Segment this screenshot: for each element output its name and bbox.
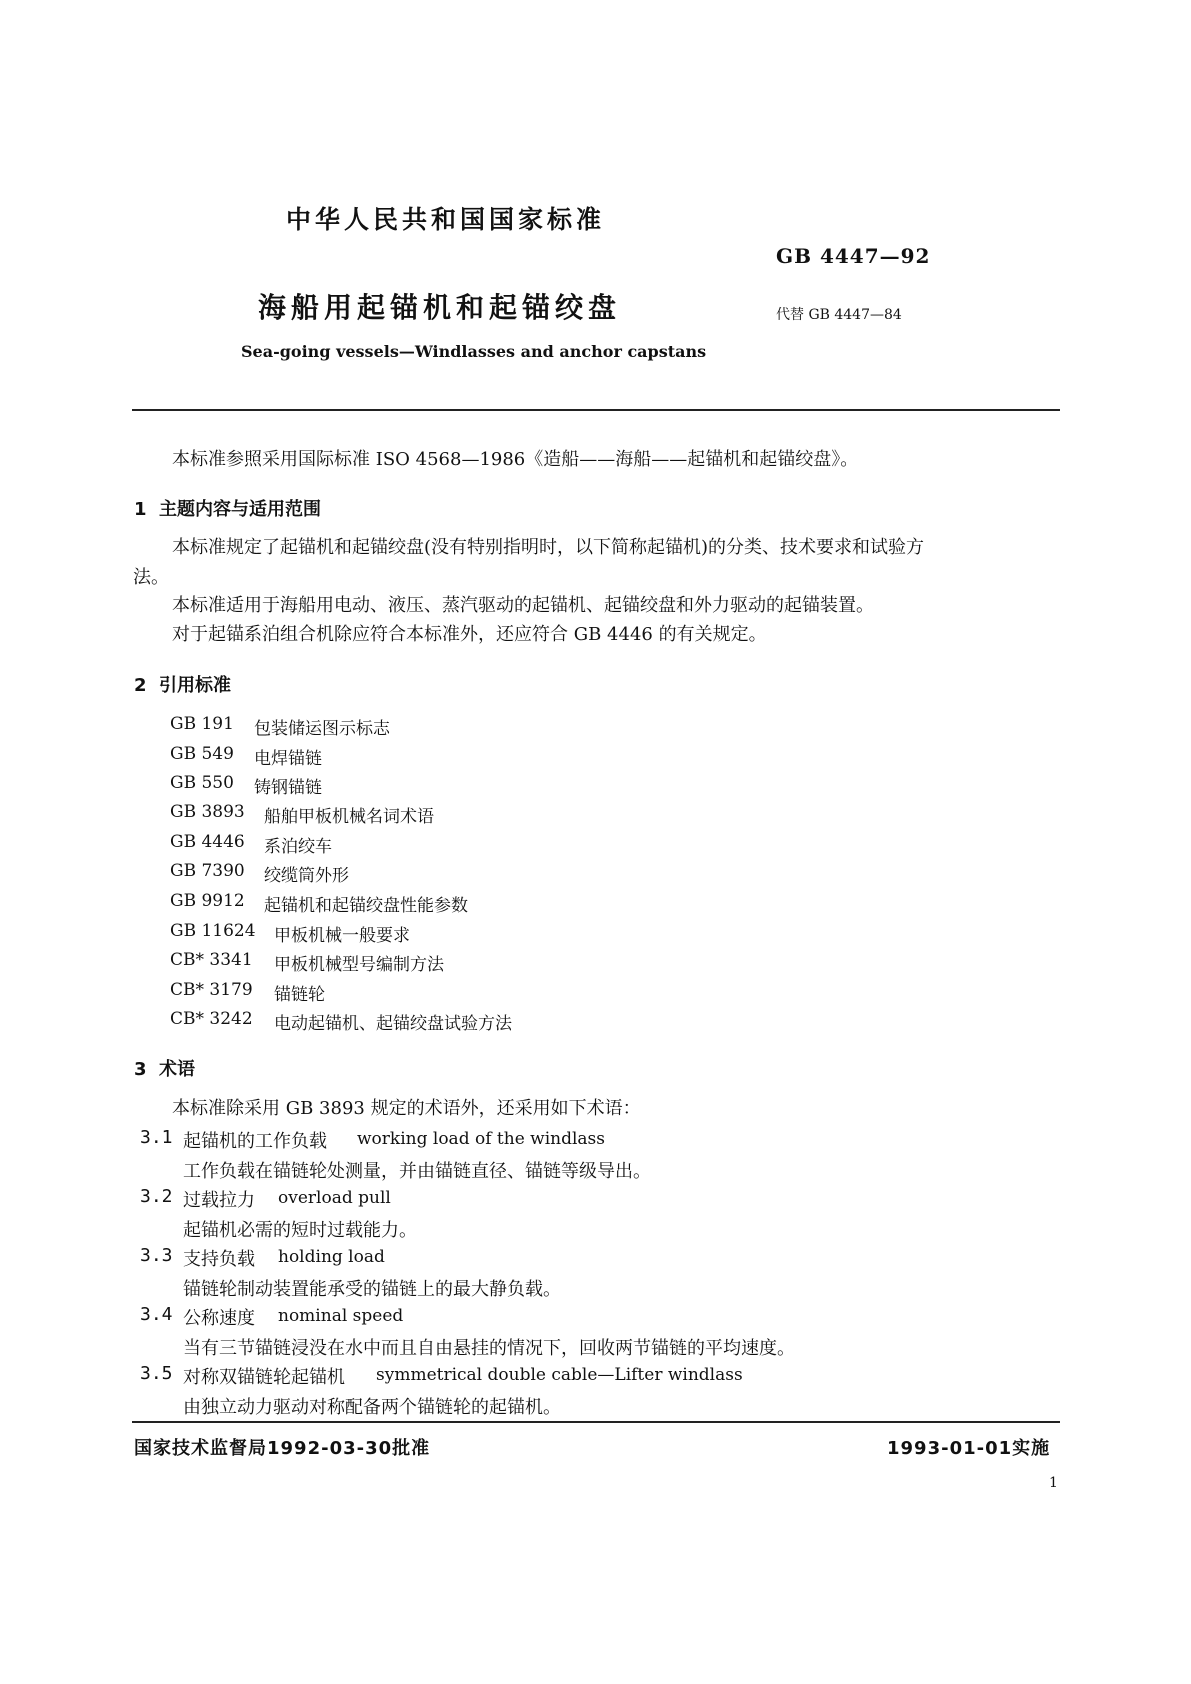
reference-title: 绞缆筒外形 (264, 866, 349, 886)
national-standard-title: 中华人民共和国国家标准 (286, 205, 606, 234)
term-number: 3.5 (140, 1363, 173, 1384)
effective-date: 1993-01-01实施 (887, 1438, 1051, 1459)
reference-code: GB 3893 (170, 802, 245, 822)
reference-code: GB 4446 (170, 832, 245, 852)
intro-paragraph: 本标准参照采用国际标准 ISO 4568—1986《造船——海船——起锚机和起锚绞盘》。 (172, 449, 859, 470)
term-definition: 锚链轮制动装置能承受的锚链上的最大静负载。 (183, 1279, 561, 1300)
term-chinese: 起锚机的工作负载 (183, 1131, 327, 1152)
reference-code: GB 549 (170, 744, 234, 764)
reference-code: GB 550 (170, 773, 234, 793)
reference-title: 电动起锚机、起锚绞盘试验方法 (274, 1014, 512, 1034)
section-2-heading: 2 引用标准 (134, 675, 232, 696)
reference-code: GB 9912 (170, 891, 245, 911)
reference-title: 铸钢锚链 (254, 778, 322, 798)
reference-title: 锚链轮 (274, 985, 325, 1005)
reference-item (170, 980, 325, 1005)
section-1-paragraph-3: 对于起锚系泊组合机除应符合本标准外，还应符合 GB 4446 的有关规定。 (172, 624, 767, 645)
section-1-paragraph-1-line-1: 本标准规定了起锚机和起锚绞盘(没有特别指明时，以下简称起锚机)的分类、技术要求和试验方 (172, 537, 925, 558)
reference-item (170, 802, 434, 827)
header-rule (132, 409, 1060, 411)
reference-code: GB 11624 (170, 921, 256, 941)
term-english: working load of the windlass (357, 1129, 605, 1149)
reference-title: 系泊绞车 (264, 837, 332, 857)
reference-item (170, 714, 390, 739)
term-definition: 由独立动力驱动对称配备两个锚链轮的起锚机。 (183, 1397, 561, 1418)
reference-code: CB* 3341 (170, 950, 253, 970)
reference-item (170, 921, 410, 946)
term-english: overload pull (278, 1188, 391, 1208)
section-1-heading: 1 主题内容与适用范围 (134, 499, 322, 520)
term-definition: 当有三节锚链浸没在水中而且自由悬挂的情况下，回收两节锚链的平均速度。 (183, 1338, 795, 1359)
term-chinese: 过载拉力 (183, 1190, 255, 1211)
section-1-paragraph-1-line-2: 法。 (133, 567, 169, 588)
section-3-heading: 3 术语 (134, 1059, 196, 1080)
term-english: symmetrical double cable—Lifter windlass (376, 1365, 743, 1385)
term-number: 3.4 (140, 1304, 173, 1325)
reference-title: 船舶甲板机械名词术语 (264, 807, 434, 827)
reference-code: GB 191 (170, 714, 234, 734)
standard-number: GB 4447—92 (776, 244, 931, 268)
term-number: 3.3 (140, 1245, 173, 1266)
reference-title: 起锚机和起锚绞盘性能参数 (264, 896, 468, 916)
term-definition: 工作负载在锚链轮处测量，并由锚链直径、锚链等级导出。 (183, 1161, 651, 1182)
footer-rule (132, 1421, 1060, 1423)
reference-title: 包装储运图示标志 (254, 719, 390, 739)
reference-code: GB 7390 (170, 861, 245, 881)
term-english: holding load (278, 1247, 385, 1267)
reference-item (170, 744, 322, 769)
approval-date: 国家技术监督局1992-03-30批准 (134, 1438, 431, 1459)
term-number: 3.2 (140, 1186, 173, 1207)
reference-code: CB* 3179 (170, 980, 253, 1000)
reference-item (170, 891, 468, 916)
reference-item (170, 1009, 512, 1034)
reference-item (170, 950, 444, 975)
term-number: 3.1 (140, 1127, 173, 1148)
page-number: 1 (1049, 1475, 1058, 1491)
reference-item (170, 832, 332, 857)
term-english: nominal speed (278, 1306, 404, 1326)
document-title-cn: 海船用起锚机和起锚绞盘 (258, 291, 622, 324)
reference-title: 甲板机械型号编制方法 (274, 955, 444, 975)
term-definition: 起锚机必需的短时过载能力。 (183, 1220, 417, 1241)
term-chinese: 支持负载 (183, 1249, 255, 1270)
replaces-standard: 代替 GB 4447—84 (776, 307, 902, 323)
document-title-en: Sea-going vessels—Windlasses and anchor capstans (241, 342, 707, 361)
reference-item (170, 773, 322, 798)
reference-item (170, 861, 349, 886)
section-3-intro: 本标准除采用 GB 3893 规定的术语外，还采用如下术语： (172, 1098, 641, 1119)
section-1-paragraph-2: 本标准适用于海船用电动、液压、蒸汽驱动的起锚机、起锚绞盘和外力驱动的起锚装置。 (172, 595, 874, 616)
term-chinese: 对称双锚链轮起锚机 (183, 1367, 345, 1388)
term-chinese: 公称速度 (183, 1308, 255, 1329)
reference-title: 电焊锚链 (254, 749, 322, 769)
reference-code: CB* 3242 (170, 1009, 253, 1029)
reference-title: 甲板机械一般要求 (274, 926, 410, 946)
